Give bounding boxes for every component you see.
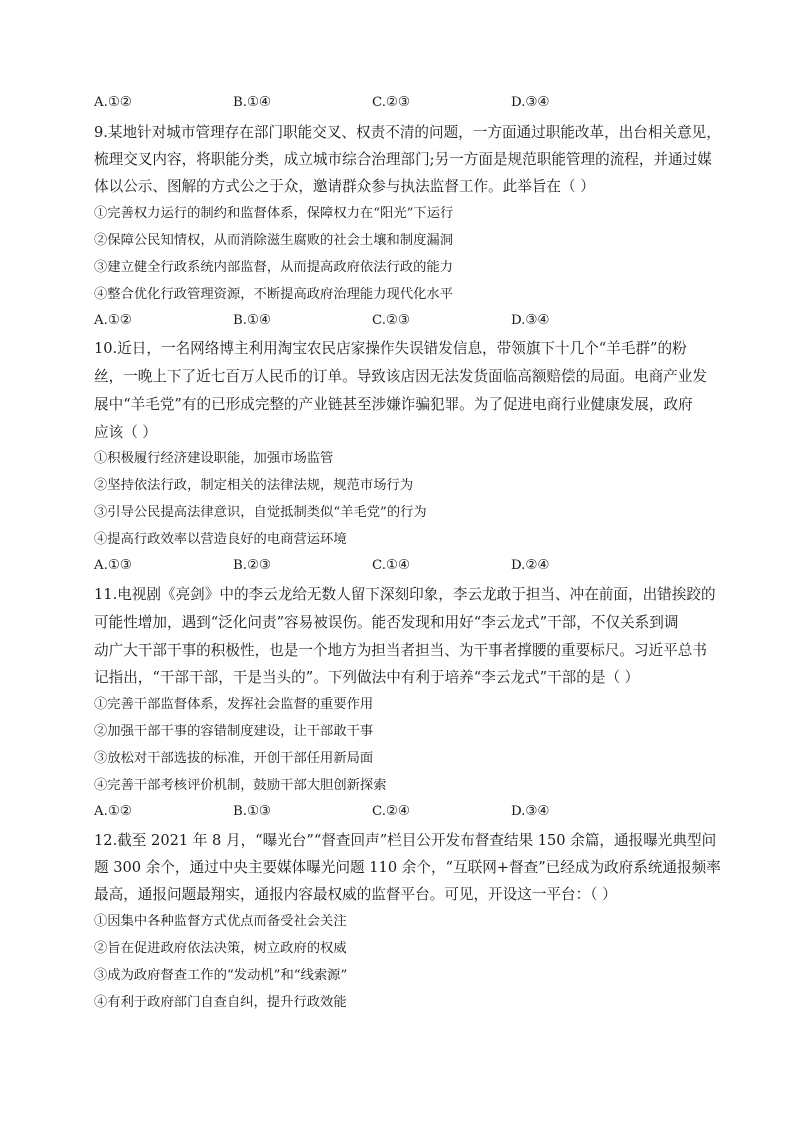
q12-option-3: ③成为政府督查工作的“发动机”和“线索源” <box>94 968 348 983</box>
q11-choice-b[interactable]: B.①③ <box>233 804 271 819</box>
q10-choice-b[interactable]: B.②③ <box>233 558 271 573</box>
q9-choice-c[interactable]: C.②③ <box>372 313 410 328</box>
q10-option-1: ①积极履行经济建设职能，加强市场监管 <box>94 451 334 466</box>
q11-choice-d[interactable]: D.③④ <box>511 804 550 819</box>
q11-option-1: ①完善干部监督体系，发挥社会监督的重要作用 <box>94 697 374 712</box>
q10-stem-line: 10.近日，一名网络博主利用淘宝农民店家操作失误错发信息，带领旗下十几个“羊毛群”的粉 <box>94 340 687 357</box>
q9-option-4: ④整合优化行政管理资源，不断提高政府治理能力现代化水平 <box>94 287 454 302</box>
q10-choice-c[interactable]: C.①④ <box>372 558 410 573</box>
q10-choice-d[interactable]: D.②④ <box>511 558 550 573</box>
q11-stem-line: 动广大干部干事的积极性，也是一个地方为担当者担当、为干事者撑腰的重要标尺。习近平总书 <box>94 642 707 659</box>
q11-option-2: ②加强干部干事的容错制度建设，让干部敢干事 <box>94 724 374 739</box>
q10-choices <box>94 558 694 576</box>
q9-option-3: ③建立健全行政系统内部监督，从而提高政府依法行政的能力 <box>94 260 454 275</box>
q12-stem-line: 题 300 余个，通过中央主要媒体曝光问题 110 余个，“互联网+督查”已经成为政府系统通报频率 <box>94 859 721 876</box>
q11-stem-line: 可能性增加，遇到“泛化问责”容易被误伤。能否发现和用好“李云龙式”干部，不仅关系到调 <box>94 614 679 631</box>
q8-choices <box>94 95 694 113</box>
q10-stem-line: 应该（ ） <box>94 424 158 441</box>
q11-option-3: ③放松对干部选拔的标准，开创干部任用新局面 <box>94 751 374 766</box>
q11-choices <box>94 804 694 822</box>
q9-stem-line: 体以公示、图解的方式公之于众，邀请群众参与执法监督工作。此举旨在（ ） <box>94 178 595 195</box>
q9-option-2: ②保障公民知情权，从而消除滋生腐败的社会土壤和制度漏洞 <box>94 233 454 248</box>
q9-choice-b[interactable]: B.①④ <box>233 313 271 328</box>
q9-choice-d[interactable]: D.③④ <box>511 313 550 328</box>
q10-option-4: ④提高行政效率以营造良好的电商营运环境 <box>94 532 347 547</box>
q9-stem-line: 梳理交叉内容，将职能分类，成立城市综合治理部门;另一方面是规范职能管理的流程，并通过媒 <box>94 151 712 168</box>
q12-option-4: ④有利于政府部门自查自纠，提升行政效能 <box>94 995 347 1010</box>
q10-stem-line: 丝，一晚上下了近七百万人民币的订单。导致该店因无法发货面临高额赔偿的局面。电商产业发 <box>94 368 707 385</box>
q10-choice-a[interactable]: A.①③ <box>94 558 132 573</box>
q10-stem-line: 展中“羊毛党”有的已形成完整的产业链甚至涉嫌诈骗犯罪。为了促进电商行业健康发展，政府 <box>94 396 693 413</box>
q8-choice-b[interactable]: B.①④ <box>233 95 271 110</box>
q10-option-2: ②坚持依法行政，制定相关的法律法规，规范市场行为 <box>94 478 414 493</box>
q10-option-3: ③引导公民提高法律意识，自觉抵制类似“羊毛党”的行为 <box>94 505 427 520</box>
q9-stem-line: 9.某地针对城市管理存在部门职能交叉、权责不清的问题，一方面通过职能改革，出台相关意见， <box>94 124 721 141</box>
q12-option-2: ②旨在促进政府依法决策，树立政府的权威 <box>94 941 347 956</box>
q11-choice-a[interactable]: A.①② <box>94 804 132 819</box>
q12-option-1: ①因集中各种监督方式优点而备受社会关注 <box>94 914 347 929</box>
q12-stem-line: 最高，通报问题最翔实，通报内容最权威的监督平台。可见，开设这一平台：（ ） <box>94 886 617 903</box>
q9-choice-a[interactable]: A.①② <box>94 313 132 328</box>
q11-option-4: ④完善干部考核评价机制，鼓励干部大胆创新探索 <box>94 778 387 793</box>
q9-choices <box>94 313 694 331</box>
q9-option-1: ①完善权力运行的制约和监督体系，保障权力在“阳光”下运行 <box>94 206 454 221</box>
q11-stem-line: 记指出，“干部干部，干是当头的”。下列做法中有利于培养“李云龙式”干部的是（ ） <box>94 669 640 686</box>
q8-choice-d[interactable]: D.③④ <box>511 95 550 110</box>
q11-choice-c[interactable]: C.②④ <box>372 804 410 819</box>
q8-choice-a[interactable]: A.①② <box>94 95 132 110</box>
q12-stem-line: 12.截至 2021 年 8 月，“曝光台”“督查回声”栏目公开发布督查结果 150 余篇，通报曝光典型问 <box>94 832 717 849</box>
q8-choice-c[interactable]: C.②③ <box>372 95 410 110</box>
q11-stem-line: 11.电视剧《亮剑》中的李云龙给无数人留下深刻印象，李云龙敢于担当、冲在前面，出错挨跤的 <box>94 586 716 603</box>
